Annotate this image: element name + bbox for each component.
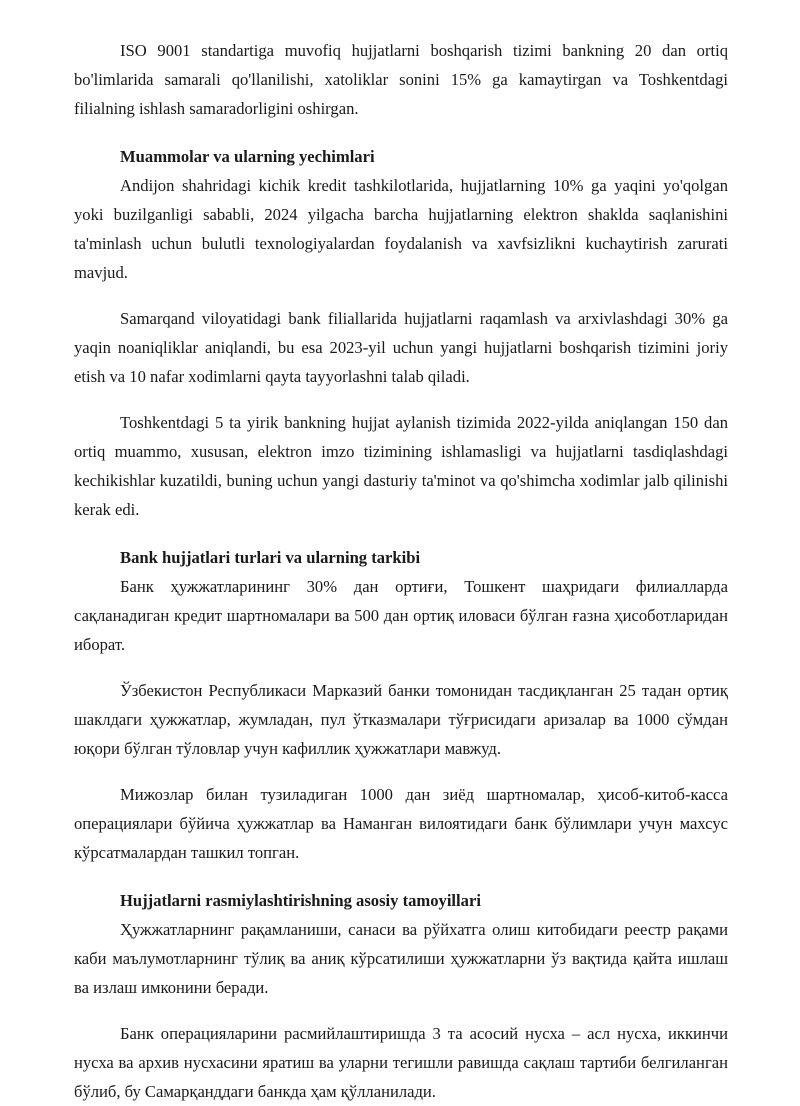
paragraph: Samarqand viloyatidagi bank filiallarida hujjatlarni raqamlash va arxivlashdagi 30% ga yaqin noaniqliklar aniqlandi, bu esa 2023-yil uchun yangi hujjatlarni boshqarish tizimini joriy etish va 10 nafar xodimlarni qayta tayyorlashni talab qiladi. [74, 309, 728, 386]
paragraph: Банк операцияларини расмийлаштиришда 3 та асосий нусха – асл нусха, иккинчи нусха ва архив нусхасини яратиш ва уларни тегишли равишда сақлаш тартиби белгиланган бўлиб, бу Самарқанддаги банкда ҳам қўлланилади. [74, 1024, 728, 1101]
section-problems [74, 142, 728, 524]
section-principles [74, 886, 728, 1106]
paragraph: Ҳужжатларнинг рақамланиши, санаси ва рўйхатга олиш китобидаги реестр рақами каби маълумотларнинг тўлиқ ва аниқ кўрсатилиши ҳужжатларни ўз вақтида қайта ишлаш ва излаш имконини беради. [74, 920, 728, 997]
section-heading: Muammolar va ularning yechimlari [120, 147, 375, 166]
intro-paragraph: ISO 9001 standartiga muvofiq hujjatlarni boshqarish tizimi bankning 20 dan ortiq bo'limlarida samarali qo'llanilishi, xatoliklar sonini 15% ga kamaytirgan va Toshkentdagi filialning ishlash samaradorligini oshirgan. [74, 41, 728, 118]
paragraph: Ўзбекистон Республикаси Марказий банки томонидан тасдиқланган 25 тадан ортиқ шаклдаги ҳужжатлар, жумладан, пул ўтказмалари тўғрисидаги аризалар ва 1000 сўмдан юқори бўлган тўловлар учун кафиллик ҳужжатлари мавжуд. [74, 681, 728, 758]
section-heading: Hujjatlarni rasmiylashtirishning asosiy tamoyillari [120, 891, 481, 910]
paragraph: Банк ҳужжатларининг 30% дан ортиғи, Тошкент шаҳридаги филиалларда сақланадиган кредит шартномалари ва 500 дан ортиқ иловаси бўлган ғазна ҳисоботларидан иборат. [74, 577, 728, 654]
paragraph: Мижозлар билан тузиладиган 1000 дан зиёд шартномалар, ҳисоб-китоб-касса операциялари бўйича ҳужжатлар ва Наманган вилоятидаги банк бўлимлари учун махсус кўрсатмалардан ташкил топган. [74, 785, 728, 862]
section-document-types [74, 543, 728, 867]
paragraph: Toshkentdagi 5 ta yirik bankning hujjat aylanish tizimida 2022-yilda aniqlangan 150 dan ortiq muammo, xususan, elektron imzo tizimining ishlamasligi va hujjatlarni tasdiqlashdagi kechikishlar kuzatildi, buning uchun yangi dasturiy ta'minot va qo'shimcha xodimlar jalb qilinishi kerak edi. [74, 413, 728, 519]
paragraph: Andijon shahridagi kichik kredit tashkilotlarida, hujjatlarning 10% ga yaqini yo'qolgan yoki buzilganligi sababli, 2024 yilgacha barcha hujjatlarning elektron shaklda saqlanishini ta'minlash uchun bulutli texnologiyalardan foydalanish va xavfsizlikni kuchaytirish zarurati mavjud. [74, 176, 728, 282]
section-heading: Bank hujjatlari turlari va ularning tarkibi [120, 548, 421, 567]
